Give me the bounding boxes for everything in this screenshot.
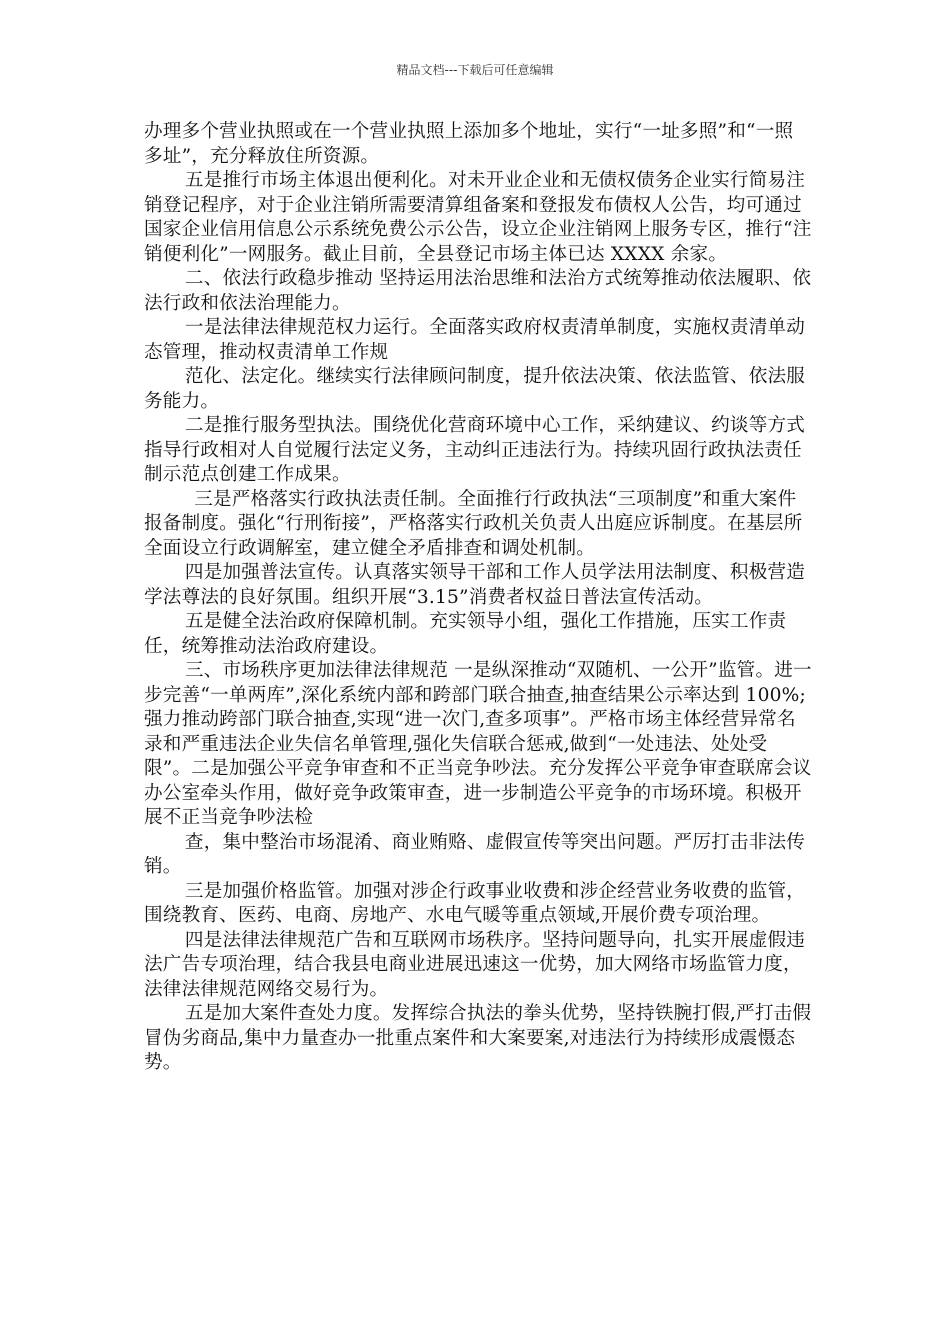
paragraph-9: 五是健全法治政府保障机制。充实领导小组，强化工作措施，压实工作责任，统筹推动法治政府建设。: [144, 611, 787, 657]
paragraph-11: 查，集中整治市场混淆、商业贿赂、虚假宣传等突出问题。严厉打击非法传销。: [144, 831, 806, 877]
page-header: 精品文档---下载后可任意编辑: [396, 63, 554, 77]
paragraph-10: 三、市场秩序更加法律法律规范 一是纵深推动“双随机、一公开”监管。进一步完善“一单两库”,深化系统内部和跨部门联合抽查,抽查结果公示率达到 100%;强力推动跨部门联合抽查,实现“进一次门,查多项事”。严格市场主体经营异常名录和严重违法企业失信名单管理,强化失信联合惩戒,做到“一处违法、处处受限”。二是加强公平竞争审查和不正当竞争吵法。充分发挥公平竞争审查联席会议办公室牵头作用，做好竞争政策审查，进一步制造公平竞争的市场环境。积极开展不正当竞争吵法检: [144, 660, 812, 828]
paragraph-1: 办理多个营业执照或在一个营业执照上添加多个地址，实行“一址多照”和“一照多址”，充分释放住所资源。: [144, 121, 794, 167]
paragraph-8: 四是加强普法宣传。认真落实领导干部和工作人员学法用法制度、积极营造学法尊法的良好氛围。组织开展“3.15”消费者权益日普法宣传活动。: [144, 562, 806, 608]
paragraph-6: 二是推行服务型执法。围绕优化营商环境中心工作，采纳建议、约谈等方式指导行政相对人自觉履行法定义务，主动纠正违法行为。持续巩固行政执法责任制示范点创建工作成果。: [144, 415, 806, 485]
document-body: [144, 120, 812, 1076]
paragraph-4: 一是法律法律规范权力运行。全面落实政府权责清单制度，实施权责清单动态管理，推动权责清单工作规: [144, 317, 806, 363]
paragraph-14: 五是加大案件查处力度。发挥综合执法的拳头优势，坚持铁腕打假,严打击假冒伪劣商品,集中力量查办一批重点案件和大案要案,对违法行为持续形成震慑态势。: [144, 1003, 812, 1073]
paragraph-12: 三是加强价格监管。加强对涉企行政事业收费和涉企经营业务收费的监管，围绕教育、医药、电商、房地产、水电气暖等重点领域,开展价费专项治理。: [144, 880, 806, 926]
paragraph-7: 三是严格落实行政执法责任制。全面推行行政执法“三项制度”和重大案件报备制度。强化“行刑衔接”，严格落实行政机关负责人出庭应诉制度。在基层所全面设立行政调解室，建立健全矛盾排查和调处机制。: [144, 488, 803, 559]
paragraph-3: 二、依法行政稳步推动 坚持运用法治思维和法治方式统筹推动依法履职、依法行政和依法治理能力。: [144, 268, 812, 314]
paragraph-13: 四是法律法律规范广告和互联网市场秩序。坚持问题导向，扎实开展虚假违法广告专项治理，结合我县电商业进展迅速这一优势，加大网络市场监管力度，法律法律规范网络交易行为。: [144, 929, 806, 1000]
paragraph-5: 范化、法定化。继续实行法律顾问制度，提升依法决策、依法监管、依法服务能力。: [144, 366, 806, 412]
paragraph-2: 五是推行市场主体退出便利化。对未开业企业和无债权债务企业实行简易注销登记程序，对于企业注销所需要清算组备案和登报发布债权人公告，均可通过国家企业信用信息公示系统免费公示公告，设立企业注销网上服务专区，推行“注销便利化”一网服务。截止目前，全县登记市场主体已达 XXXX 余家。: [144, 170, 812, 265]
